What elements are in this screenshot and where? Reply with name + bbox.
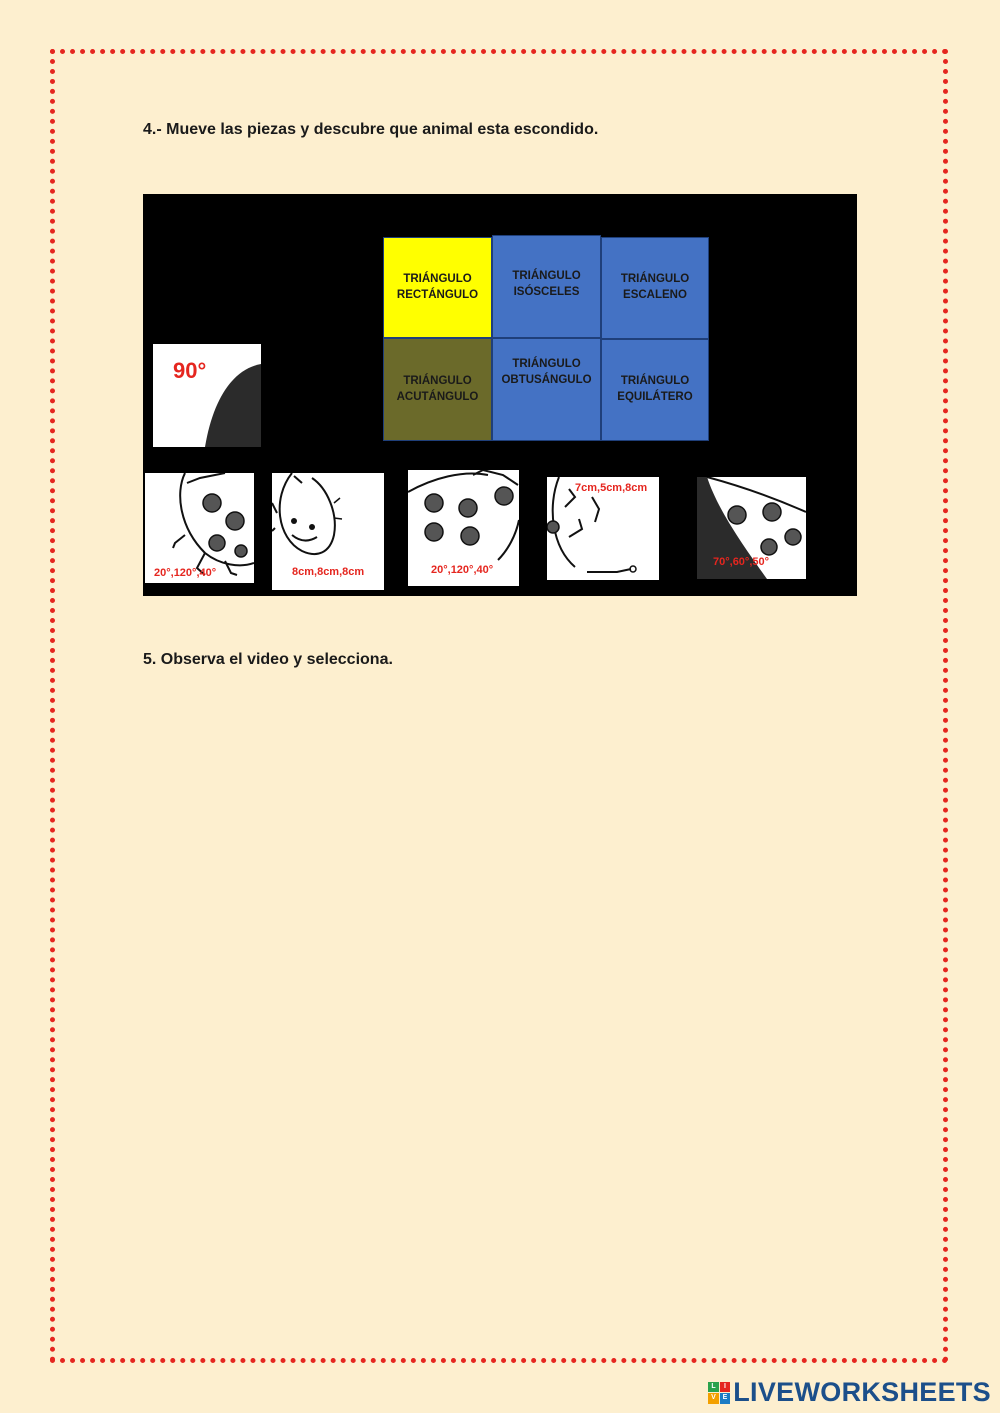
piece-label: 20°,120°,40° xyxy=(154,567,217,579)
piece-label: 7cm,5cm,8cm xyxy=(575,482,648,494)
drop-zone-equilatero[interactable] xyxy=(601,339,709,441)
puzzle-piece-angles-2[interactable] xyxy=(408,470,519,586)
puzzle-piece-angles-1[interactable] xyxy=(145,473,254,583)
question-4-title: 4.- Mueve las piezas y descubre que animal esta escondido. xyxy=(143,121,599,138)
liveworksheets-logo-icon xyxy=(708,1382,730,1404)
drop-zone-label: TRIÁNGULO OBTUSÁNGULO xyxy=(501,358,592,386)
puzzle-piece-lengths-1[interactable] xyxy=(272,473,384,590)
puzzle-piece-angles-3[interactable] xyxy=(697,477,806,579)
liveworksheets-logo-text: LIVEWORKSHEETS xyxy=(733,1377,991,1407)
piece-label: 8cm,8cm,8cm xyxy=(292,566,365,578)
drop-zone-acutangulo[interactable] xyxy=(383,338,492,441)
drop-zone-label: TRIÁNGULO RECTÁNGULO xyxy=(396,272,479,301)
logo-letter-i: I xyxy=(720,1382,731,1393)
drop-zone-label: TRIÁNGULO ESCALENO xyxy=(620,273,690,301)
drop-zone-obtusangulo[interactable] xyxy=(492,338,601,441)
logo-letter-v: V xyxy=(708,1393,719,1404)
drop-zone-label: TRIÁNGULO EQUILÁTERO xyxy=(617,375,693,403)
drop-zone-isosceles[interactable] xyxy=(492,235,601,338)
drop-zone-rectangulo[interactable] xyxy=(383,237,492,338)
piece-label: 20°,120°,40° xyxy=(431,564,494,576)
logo-letter-l: L xyxy=(708,1382,719,1393)
drop-zone-label: TRIÁNGULO ISÓSCELES xyxy=(512,270,581,298)
piece-label: 70°,60°,50° xyxy=(713,556,770,568)
question-5-title: 5. Observa el video y selecciona. xyxy=(143,651,393,668)
piece-label: 90° xyxy=(173,358,207,383)
puzzle-piece-90[interactable] xyxy=(153,344,261,447)
puzzle-piece-lengths-2[interactable] xyxy=(547,477,659,580)
drop-zone-label: TRIÁNGULO ACUTÁNGULO xyxy=(396,374,479,403)
logo-letter-e: E xyxy=(720,1393,731,1404)
puzzle-board xyxy=(143,194,857,596)
liveworksheets-logo xyxy=(708,1377,991,1408)
drop-zone-escaleno[interactable] xyxy=(601,237,709,339)
ladybug-shell-fragment-icon xyxy=(153,344,261,447)
